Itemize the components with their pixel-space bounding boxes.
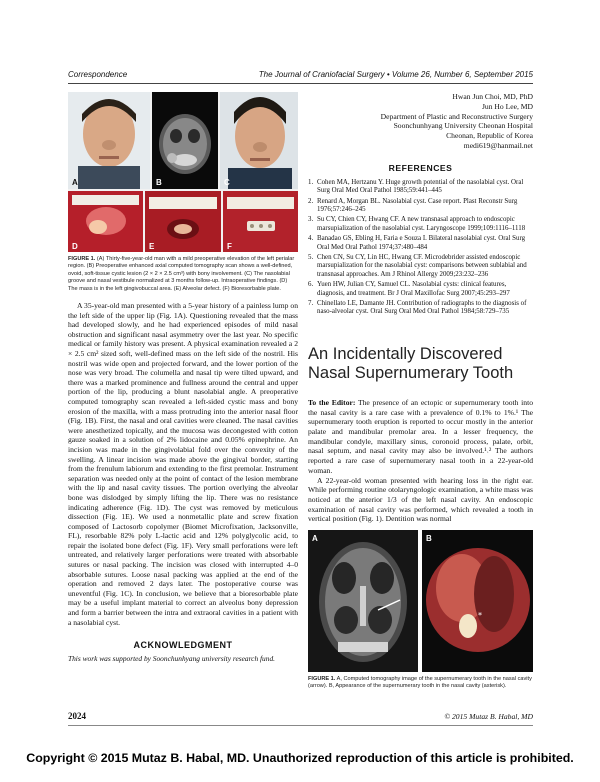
figure-2-caption [308,676,533,691]
header-rule [68,83,533,84]
label-c: C [224,178,230,187]
case-report-paragraph: A 35-year-old man presented with a 5-year history of a painless lump on the left side of the upper lip (Fig. 1A). Questioning revealed that the mass had developed slowly, and he had experienced episodes of mild nasal obstruction and significant nasal asymmetry over the last year. No specific medical or family history was present. A physical examination revealed a 2 × 2.5 cm² sized soft, well-defined mass on the left side of the nostril. His nostril was wide open and projected forward, and the lower portion of the nose was very broad. The columella and nasal tip were tilted upward, and there was a marked prominence and fullness around the central and upper portion of the lip, producing a blunt nasolabial angle. A preoperative computed tomography scan revealed a left-sided cystic mass and bony erosion of the maxilla, with a mass protruding into the anterior nasal floor (Fig. 1B). First, the nasal and oral cavities were cleaned. The nasal cavities were anesthetized topically, and the mucosa was decongested with cotton gauze soaked in a solution of 2% lidocaine and 0.05% epinephrine. An incision was made in the gingivolabial fold over the convexity of the swelling. A linear incision was made above the gingival border, starting from the frenulum labiorum and extending to the first premolar. Instrument separation was needed only at the point of contact of the lesion membrane with the lip and nasal cavity tissues. The portion overlying the alveolar bone was dislodged by simply lifting the lip. There was no resistance indicating adherence (Fig. 1D). The cyst was removed by meticulous dissection (Fig. 1E). We used a nonmetallic plate and screw fixation composed of Lactosorb copolymer (Biomet Microfixation, Jacksonville, FL), resorbable 82% poly L-lactic acid and 12% polyglycolic acid, to repair the isolated bone defect (Fig. 1F). Very small perforations were left untreated, and relatively larger perforations were treated with absorbable sutures or nasal packing. The incision was closed with interrupted 4–0 absorbable sutures. Loose nasal packing was applied at the end of the operation and removed 2 days later. The postoperative course was uneventful (Fig. 1C). In conclusion, we believe that a bioresorbable plate may be a useful implant material to correct an alveolus bony depression and form a barrier between the intra and extraoral cavities in a patient with a nasolabial cyst. [68,301,298,627]
label-f: F [227,242,232,251]
fig2-label-b: B [426,534,432,544]
author-affiliation [308,92,533,151]
figure-2-caption-text: A, Computed tomography image of the supernumerary tooth in the nasal cavity (arrow). B, Appearance of the supernumerary tooth in the nasal cavity (asterisk). [308,676,532,690]
article-second-paragraph: A 22-year-old woman presented with hearing loss in the right ear. While performing routine otolaryngologic examination, a white mass was noticed at the anterior 1/3 of the left nasal cavity. An endoscopic examination of nasal cavity was performed, which revealed a tooth in vertical position (Fig. 1). Dentition was normal [308,475,533,524]
figure-1-caption [68,256,298,293]
journal-citation: The Journal of Craniofacial Surgery • Volume 26, Number 6, September 2015 [258,70,533,79]
acknowledgment-text: This work was supported by Soonchunhyang university research fund. [68,654,275,664]
fig2-label-a: A [312,534,318,544]
department: Department of Plastic and Reconstructive Surgery [380,111,533,121]
email: medi619@hanmail.net [463,140,533,150]
label-e: E [149,242,155,251]
running-header [68,70,533,84]
label-d: D [72,242,78,251]
panel-f-photo [223,191,298,252]
references-heading: REFERENCES [388,162,453,173]
author-2: Jun Ho Lee, MD [481,101,533,111]
lead-text: The presence of an ectopic or supernumerary tooth into the nasal cavity is a rare case with a prevalence of 0.1% to 1%.¹ The supernumerary tooth eruption is reported to occur mostly in the anterior palate and mandibular premolar area. In a lesser frequency, the mandibular condyle, maxillary sinus, coronoid process, palate, orbit, nasal septum, and nasal cavity may also be involved.¹˒² The authors reported a rare case of supernumerary nasal tooth in a 22-year-old woman. [308,397,533,475]
case-report-body [68,301,298,627]
reference-item: 1. Cohen MA, Hertzanu Y. Huge growth potential of the nasolabial cyst. Oral Surg Oral Med Oral Pathol 1985;59:441–445 [308,178,524,195]
panel-d-photo [68,191,143,252]
panel-a-ct-image [308,530,418,672]
panel-a-photo [68,92,150,189]
page-number: 2024 [68,711,86,721]
label-b: B [156,178,162,187]
article-title: An Incidentally Discovered Nasal Supernumerary Tooth [308,344,514,382]
hospital: Soonchunhyang University Cheonan Hospital [393,121,533,131]
figure-1-panels [68,92,298,252]
reference-item: 5. Chen CN, Su CY, Lin HC, Hwang CF. Microdebrider assisted endoscopic marsupialization for the nasolabial cyst: comparisons between sublabial and transnasal approaches. Am J Rhinol Allergy 2009;23:232–236 [308,254,527,278]
panel-c-photo [220,92,298,189]
article-body [308,398,533,524]
panel-e-photo [145,191,221,252]
references-list [308,179,533,317]
reference-item: 2. Renard A, Morgan BL. Nasolabial cyst. Case report. Plast Reconstr Surg 1976;57:246–245 [308,197,518,213]
figure-2-caption-label: FIGURE 1. [308,676,336,683]
author-1: Hwan Jun Choi, MD, PhD [452,92,533,101]
panel-b-endoscopic-image [422,530,533,672]
reference-item: 3. Su CY, Chien CY, Hwang CF. A new transnasal approach to endoscopic marsupialization of the nasolabial cyst. Laryngoscope 1999;109:1116–1118 [308,216,526,232]
lead-label: To the Editor: [308,397,356,407]
figure-2-panels [308,530,533,672]
location: Cheonan, Republic of Korea [446,131,533,141]
page-footer [68,711,533,725]
right-column [308,92,533,691]
footer-copyright: © 2015 Mutaz B. Habal, MD [444,712,533,721]
footer-rule [68,725,533,726]
reference-item: 7. Chinellato LE, Damante JH. Contribution of radiographs to the diagnosis of naso-alveolar cyst. Oral Surg Oral Med Oral Pathol 1984;58:729–735 [308,300,527,316]
figure-1-caption-text: (A) Thirty-five-year-old man with a mild preoperative elevation of the left perialar region. (B) Preoperative enhanced axial computed tomography scan shows a well-defined, ovoid, soft-tissue cystic lesion (2 × 2 × 2.5 cm³) with bony involvement. (C) The nasolabial groove and nasal vestibule normalized at 3 months follow-up. Intraoperative findings. (D) The mass is in the left gingivobuccal area. (E) Alveolar defect. (F) Bioresorbable plate. [68,256,295,292]
copyright-banner: Copyright © 2015 Mutaz B. Habal, MD. Unauthorized reproduction of this article is prohibited. [26,751,574,765]
article-lead-paragraph [308,398,533,476]
section-label: Correspondence [68,70,128,79]
label-a: A [72,178,78,187]
panel-b-ct-scan [152,92,218,189]
figure-1-caption-label: FIGURE 1. [68,256,96,262]
svg-text:*: * [478,611,482,621]
reference-item: 4. Banadao GS, Ebling H, Faria e Souza I. Bilateral nasolabial cyst. Oral Surg Oral Med Oral Pathol 1974;37:480–484 [308,235,526,251]
reference-item: 6. Yuen HW, Julian CY, Samuel CL. Nasolabial cysts: clinical features, diagnosis, and treatment. Br J Oral Maxillofac Surg 2007;45:293–297 [308,281,510,297]
left-column [68,92,298,664]
acknowledgment-heading: ACKNOWLEDGMENT [133,640,233,651]
